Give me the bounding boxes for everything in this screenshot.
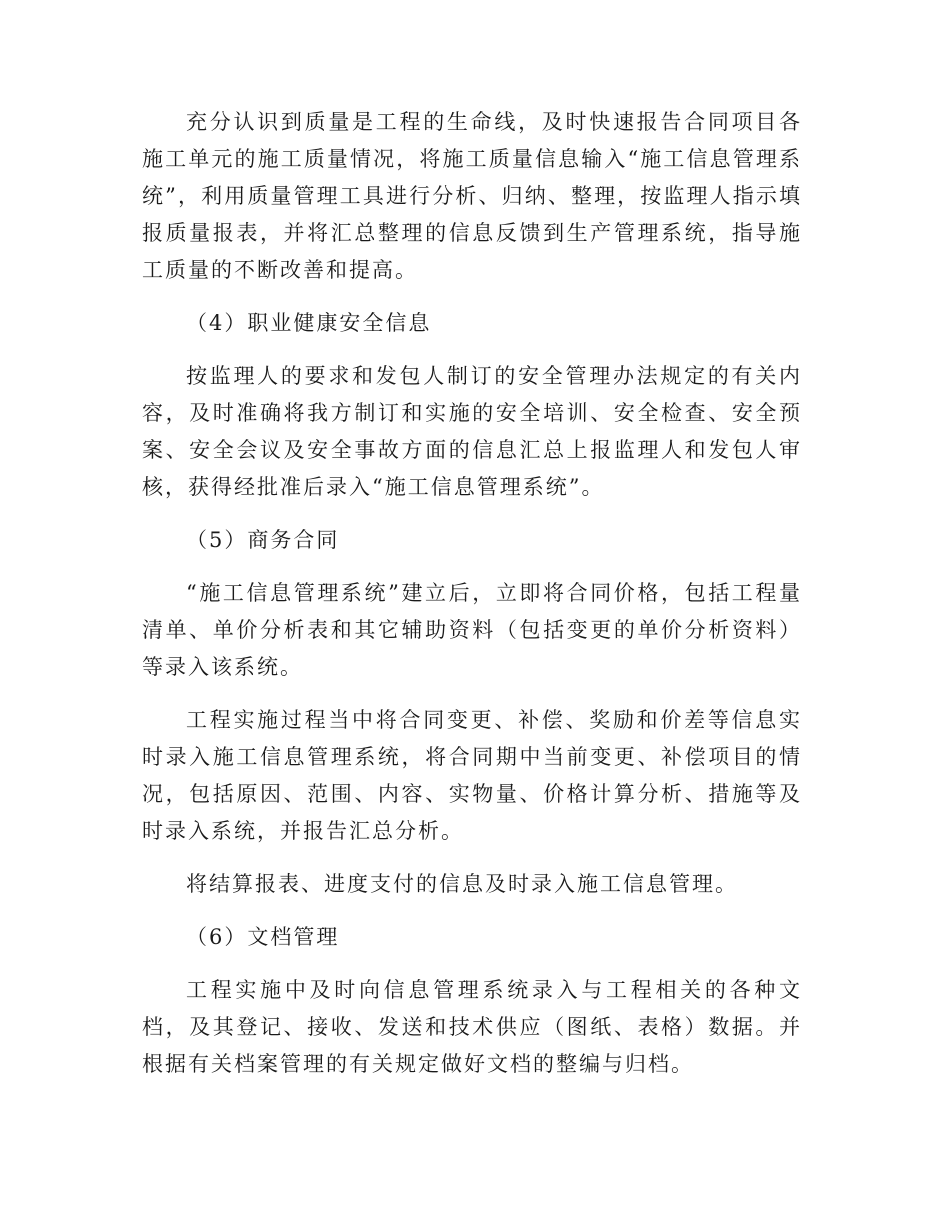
heading-document-management: （6）文档管理 <box>186 925 340 949</box>
paragraph-quality-info: 充分认识到质量是工程的生命线，及时快速报告合同项目各施工单元的施工质量情况，将施工质量信息输入“施工信息管理系统”，利用质量管理工具进行分析、归纳、整理，按监理人指示填报质量报表，并将汇总整理的信息反馈到生产管理系统，指导施工质量的不断改善和提高。 <box>142 110 802 282</box>
paragraph-document-archiving: 工程实施中及时向信息管理系统录入与工程相关的各种文档，及其登记、接收、发送和技术供应（图纸、表格）数据。并根据有关档案管理的有关规定做好文档的整编与归档。 <box>142 978 802 1076</box>
paragraph-safety-info: 按监理人的要求和发包人制订的安全管理办法规定的有关内容，及时准确将我方制订和实施的安全培训、安全检查、安全预案、安全会议及安全事故方面的信息汇总上报监理人和发包人审核，获得经批准后录入“施工信息管理系统”。 <box>142 364 802 499</box>
paragraph-contract-change-entry: 工程实施过程当中将合同变更、补偿、奖励和价差等信息实时录入施工信息管理系统，将合同期中当前变更、补偿项目的情况，包括原因、范围、内容、实物量、价格计算分析、措施等及时录入系统，并报告汇总分析。 <box>142 708 802 843</box>
paragraph-contract-price-entry: “施工信息管理系统”建立后，立即将合同价格，包括工程量清单、单价分析表和其它辅助资料（包括变更的单价分析资料）等录入该系统。 <box>142 581 802 679</box>
paragraph-settlement-entry: 将结算报表、进度支付的信息及时录入施工信息管理。 <box>186 872 738 896</box>
heading-occupational-health-safety: （4）职业健康安全信息 <box>186 311 432 335</box>
heading-business-contract: （5）商务合同 <box>186 528 340 552</box>
document-page <box>142 104 802 1099</box>
